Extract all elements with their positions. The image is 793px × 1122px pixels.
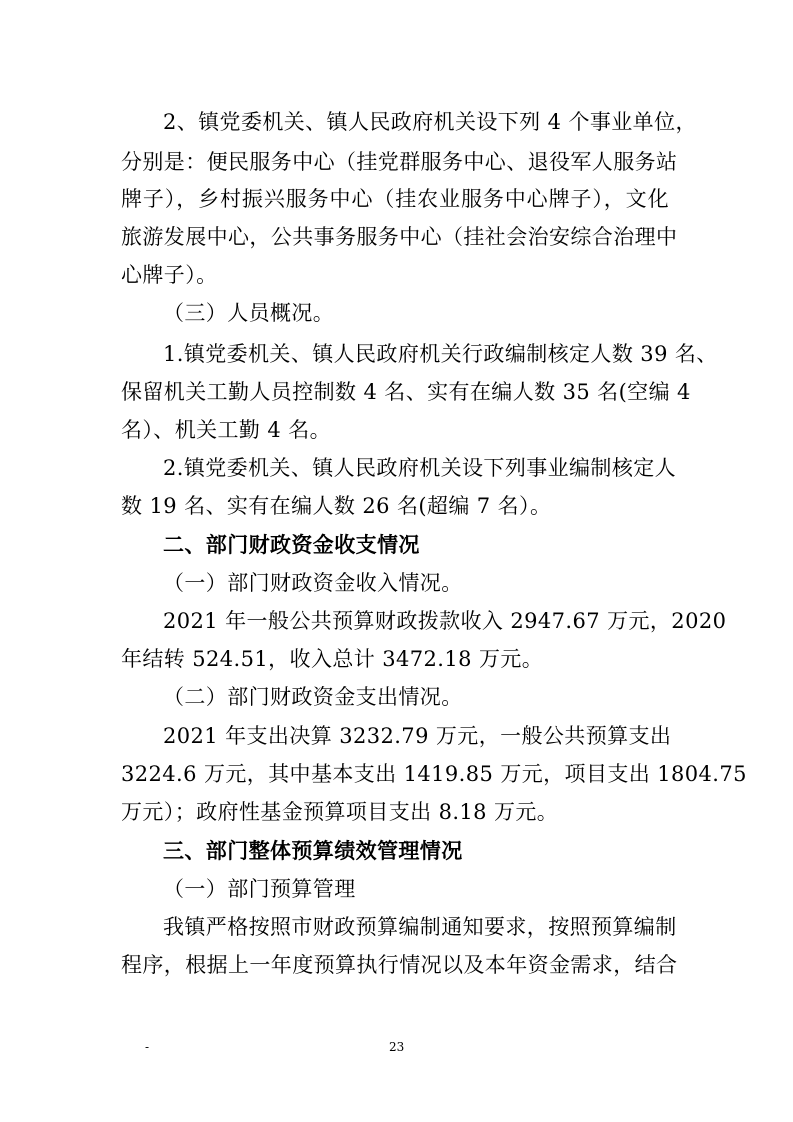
page-number: 23 [389, 1040, 405, 1054]
paragraph-line-22: 我镇严格按照市财政预算编制通知要求，按照预算编制 [163, 915, 677, 939]
paragraph-line-3: 牌子），乡村振兴服务中心（挂农业服务中心牌子），文化 [121, 187, 669, 211]
subsection-heading-income: （一）部门财政资金收入情况。 [163, 571, 463, 595]
paragraph-line-15: 年结转 524.51，收入总计 3472.18 万元。 [121, 647, 544, 671]
paragraph-line-23: 程序，根据上一年度预算执行情况以及本年资金需求，结合 [121, 953, 678, 977]
paragraph-line-1: 2、镇党委机关、镇人民政府机关设下列 4 个事业单位， [163, 110, 697, 134]
paragraph-line-5: 心牌子）。 [121, 263, 218, 287]
paragraph-line-8: 保留机关工勤人员控制数 4 名、实有在编人数 35 名(空编 4 [121, 380, 691, 404]
subsection-heading-budget: （一）部门预算管理 [163, 877, 356, 901]
section-heading-staff-overview: （三）人员概况。 [163, 301, 335, 325]
paragraph-line-11: 数 19 名、实有在编人数 26 名(超编 7 名）。 [121, 494, 552, 518]
paragraph-line-4: 旅游发展中心，公共事务服务中心（挂社会治安综合治理中 [121, 225, 678, 249]
paragraph-line-7: 1.镇党委机关、镇人民政府机关行政编制核定人数 39 名、 [163, 342, 718, 366]
section-heading-3: 三、部门整体预算绩效管理情况 [163, 838, 463, 863]
paragraph-line-14: 2021 年一般公共预算财政拨款收入 2947.67 万元，2020 [163, 609, 727, 633]
paragraph-line-9: 名）、机关工勤 4 名。 [121, 418, 332, 442]
footer-dash: - [145, 1040, 150, 1054]
paragraph-line-2: 分别是：便民服务中心（挂党群服务中心、退役军人服务站 [121, 150, 678, 174]
section-heading-2: 二、部门财政资金收支情况 [163, 532, 420, 557]
paragraph-line-18: 3224.6 万元，其中基本支出 1419.85 万元，项目支出 1804.75 [121, 762, 747, 786]
paragraph-line-10: 2.镇党委机关、镇人民政府机关设下列事业编制核定人 [163, 456, 677, 480]
paragraph-line-19: 万元）；政府性基金预算项目支出 8.18 万元。 [121, 800, 559, 824]
paragraph-line-17: 2021 年支出决算 3232.79 万元，一般公共预算支出 [163, 724, 672, 748]
subsection-heading-expenditure: （二）部门财政资金支出情况。 [163, 685, 463, 709]
